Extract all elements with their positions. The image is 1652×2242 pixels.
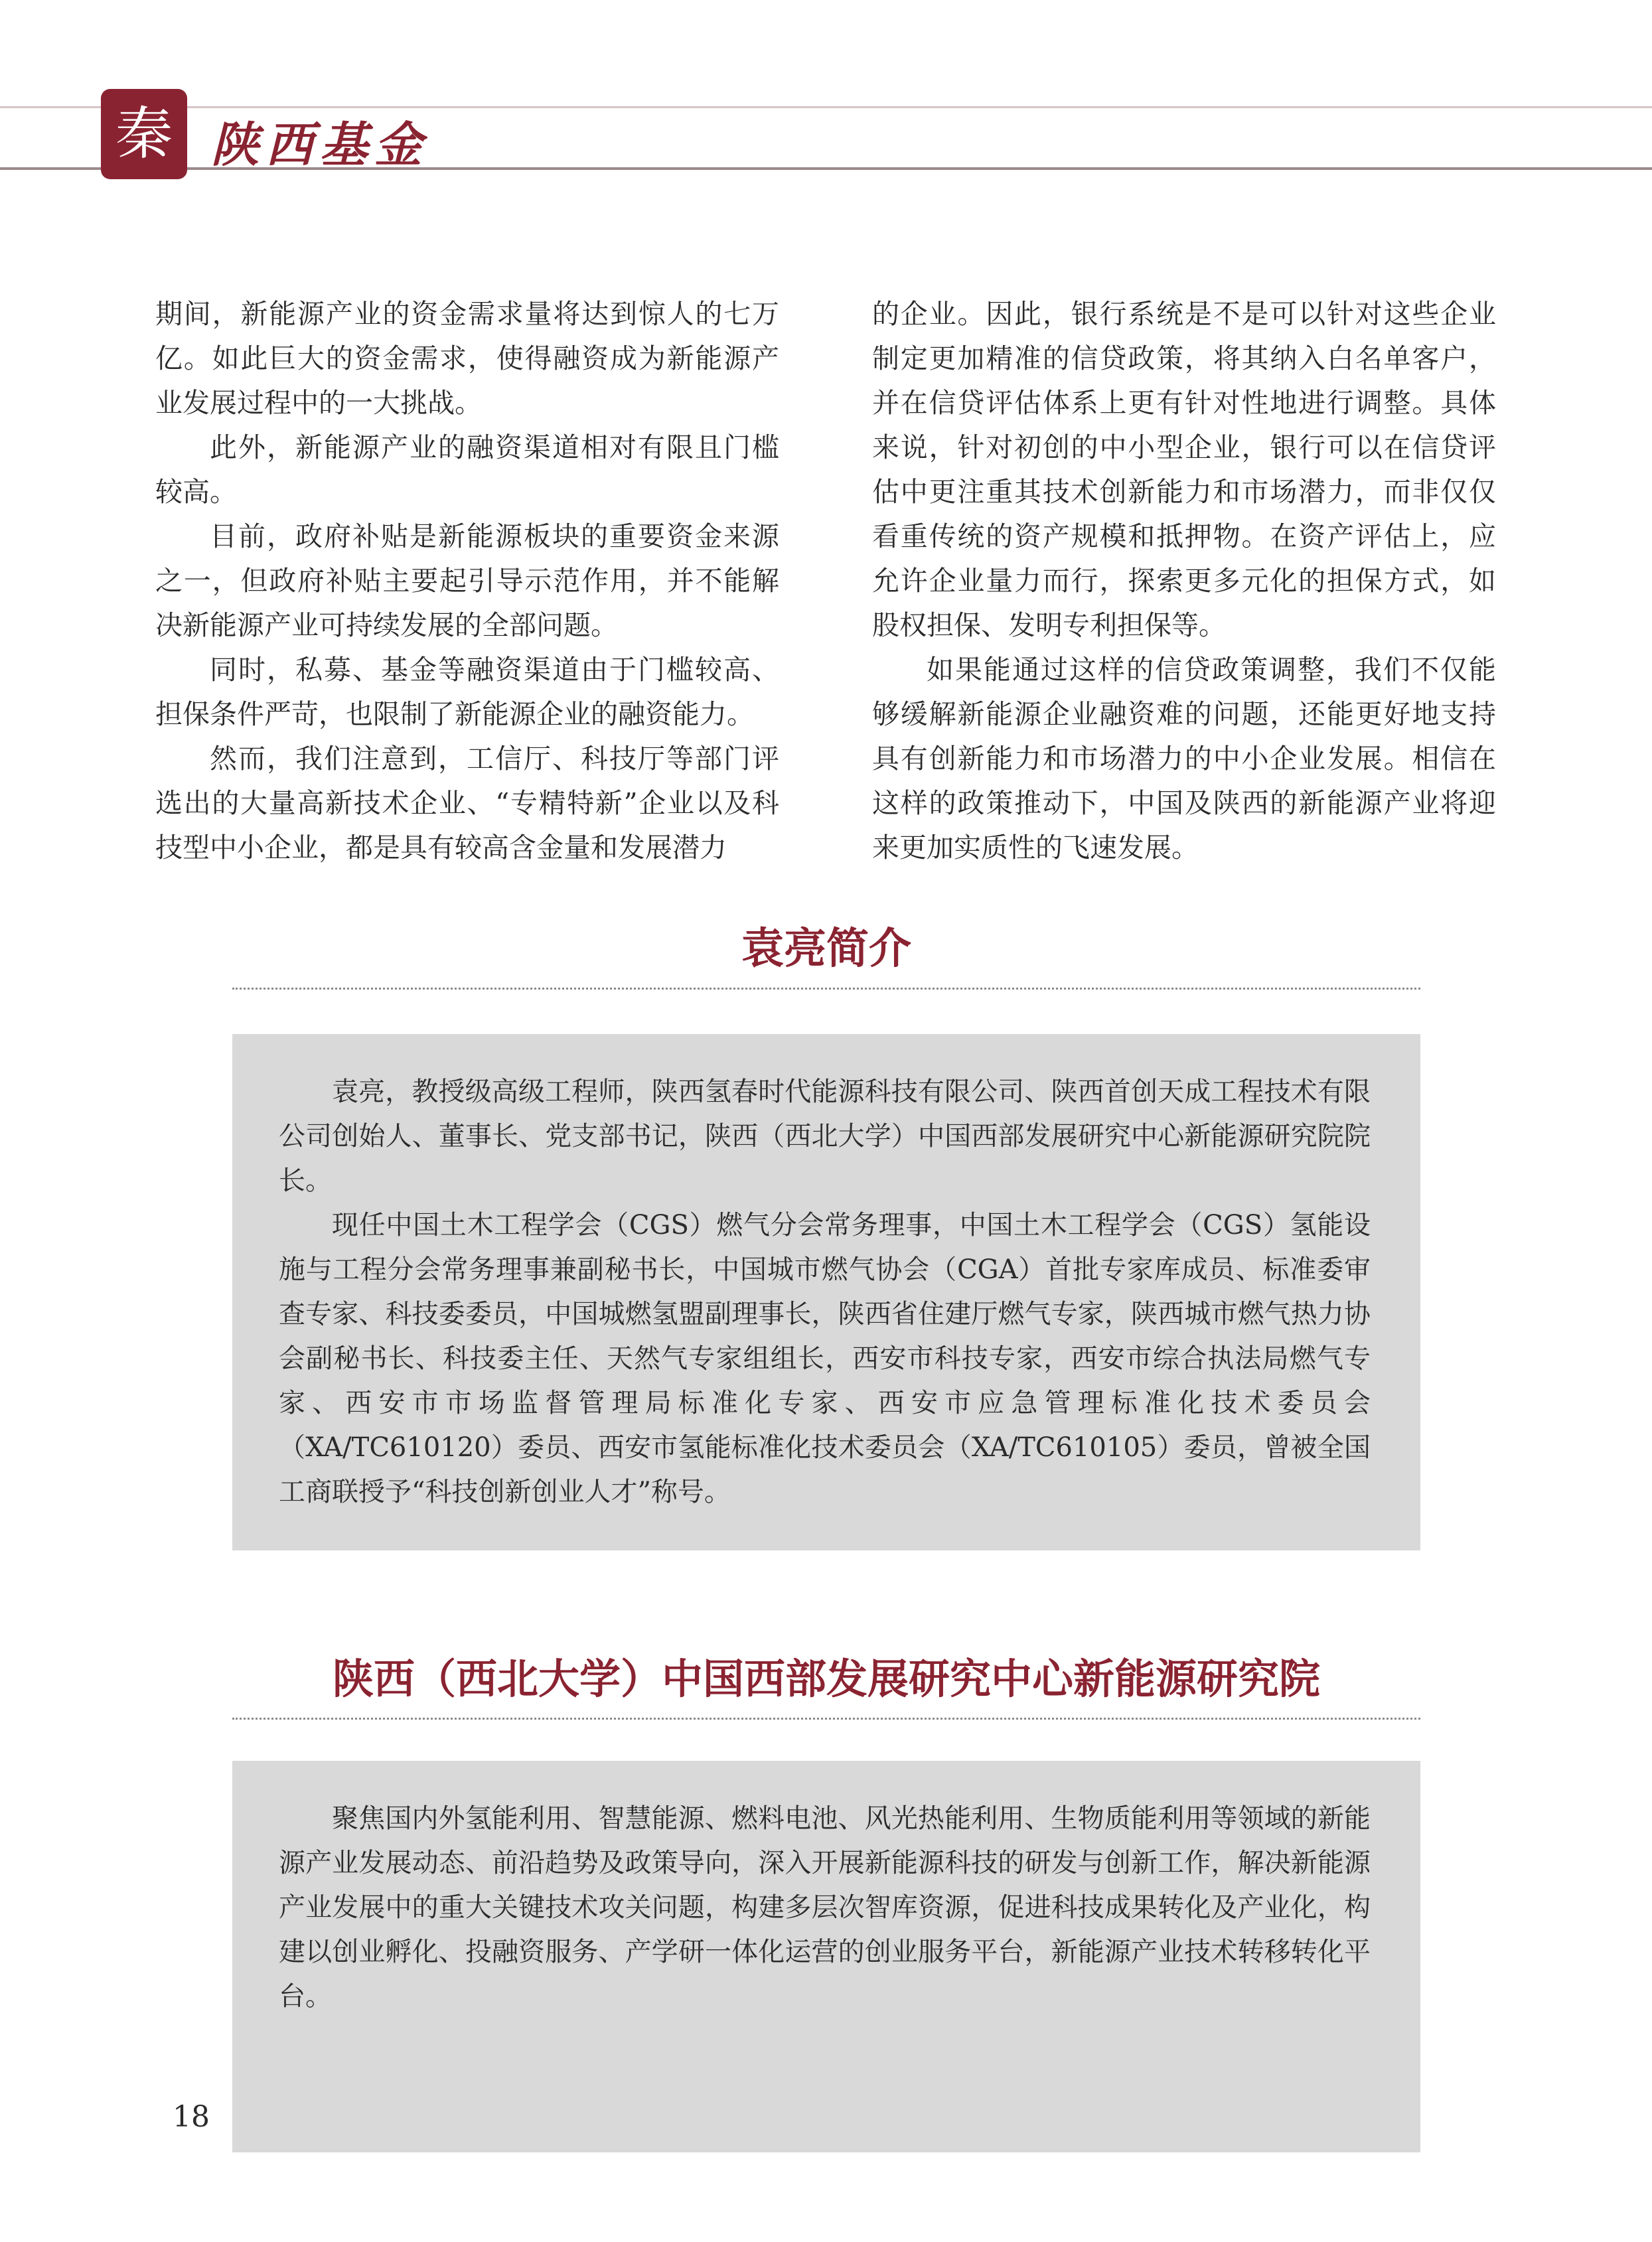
body-paragraph: 如果能通过这样的信贷政策调整，我们不仅能够缓解新能源企业融资难的问题，还能更好地支持具有创新能力和市场潜力的中小企业发展。相信在这样的政策推动下，中国及陕西的新能源产业将迎来更加实质性的飞速发展。: [872, 654, 1496, 863]
section-divider: [232, 988, 1420, 990]
section-divider: [232, 1718, 1420, 1720]
body-paragraph: 然而，我们注意到，工信厅、科技厅等部门评选出的大量高新技术企业、“专精特新”企业以及科技型中小企业，都是具有较高含金量和发展潜力: [155, 743, 779, 863]
article-right-column: [872, 292, 1496, 870]
body-paragraph: 期间，新能源产业的资金需求量将达到惊人的七万亿。如此巨大的资金需求，使得融资成为新能源产业发展过程中的一大挑战。: [155, 298, 779, 419]
body-paragraph: 目前，政府补贴是新能源板块的重要资金来源之一，但政府补贴主要起引导示范作用，并不能解决新能源产业可持续发展的全部问题。: [155, 520, 779, 641]
bio-paragraph: 袁亮，教授级高级工程师，陕西氢春时代能源科技有限公司、陕西首创天成工程技术有限公司创始人、董事长、党支部书记，陕西（西北大学）中国西部发展研究中心新能源研究院院长。: [279, 1077, 1371, 1196]
article-left-column: [155, 292, 779, 870]
brand-logo: [101, 89, 187, 179]
header-rule-top: [0, 106, 1652, 108]
institute-box: [232, 1761, 1420, 2152]
bio-section-title: 袁亮简介: [741, 925, 911, 974]
body-paragraph: 同时，私募、基金等融资渠道由于门槛较高、担保条件严苛，也限制了新能源企业的融资能力。: [155, 654, 779, 730]
institute-paragraph: 聚焦国内外氢能利用、智慧能源、燃料电池、风光热能利用、生物质能利用等领域的新能源产业发展动态、前沿趋势及政策导向，深入开展新能源科技的研发与创新工作，解决新能源产业发展中的重大关键技术攻关问题，构建多层次智库资源，促进科技成果转化及产业化，构建以创业孵化、投融资服务、产学研一体化运营的创业服务平台，新能源产业技术转移转化平台。: [279, 1803, 1371, 2012]
brand-name: 陕西基金: [211, 116, 429, 173]
bio-box: [232, 1034, 1420, 1550]
logo-glyph: 秦: [115, 101, 173, 167]
body-paragraph: 的企业。因此，银行系统是不是可以针对这些企业制定更加精准的信贷政策，将其纳入白名单客户，并在信贷评估体系上更有针对性地进行调整。具体来说，针对初创的中小型企业，银行可以在信贷评估中更注重其技术创新能力和市场潜力，而非仅仅看重传统的资产规模和抵押物。在资产评估上，应允许企业量力而行，探索更多元化的担保方式，如股权担保、发明专利担保等。: [872, 298, 1496, 641]
institute-section-title: 陕西（西北大学）中国西部发展研究中心新能源研究院: [332, 1655, 1320, 1703]
bio-paragraph: 现任中国土木工程学会（CGS）燃气分会常务理事，中国土木工程学会（CGS）氢能设施与工程分会常务理事兼副秘书长，中国城市燃气协会（CGA）首批专家库成员、标准委审查专家、科技委委员，中国城燃氢盟副理事长，陕西省住建厅燃气专家，陕西城市燃气热力协会副秘书长、科技委主任、天然气专家组组长，西安市科技专家，西安市综合执法局燃气专家、西安市市场监督管理局标准化专家、西安市应急管理标准化技术委员会（XA/TC610120）委员、西安市氢能标准化技术委员会（XA/TC610105）委员，曾被全国工商联授予“科技创新创业人才”称号。: [279, 1210, 1371, 1507]
page-number: 18: [173, 2100, 210, 2134]
body-paragraph: 此外，新能源产业的融资渠道相对有限且门槛较高。: [155, 431, 779, 508]
